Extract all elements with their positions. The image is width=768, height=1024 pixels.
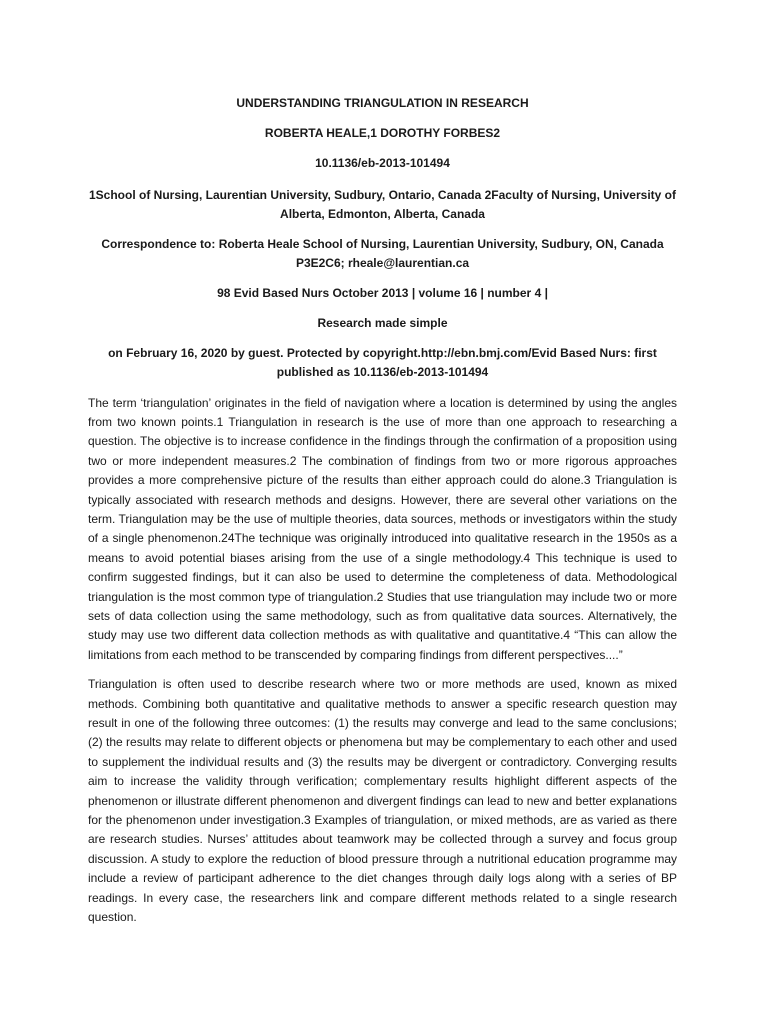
correspondence-line: Correspondence to: Roberta Heale School of Nursing, Laurentian University, Sudbury, ON, Canada P3E2C6; rheale@laurentian.ca [101, 236, 664, 270]
body-paragraph-2: Triangulation is often used to describe research where two or more methods are used, known as mixed methods. Combining both quantitative and qualitative methods to answer a specific research question may result in one of the following three outcomes: (1) the results may converge and lead to the same conclusions; (2) the results may relate to different objects or phenomena but may be complementary to each other and used to supplement the individual results and (3) the results may be divergent or contradictory. Converging results aim to increase the validity through verification; complementary results highlight different aspects of the phenomenon or illustrate different phenomenon and divergent findings can lead to new and better explanations for the phenomenon under investigation.3 Examples of triangulation, or mixed methods, are as varied as there are research studies. Nurses’ attitudes about teamwork may be collected through a survey and focus group discussion. A study to explore the reduction of blood pressure through a nutritional education programme may include a review of participant adherence to the diet changes through daily logs along with a series of BP readings. In every case, the researchers link and compare different methods related to a single research question. [88, 677, 677, 925]
article-authors: ROBERTA HEALE,1 DOROTHY FORBES2 [264, 125, 501, 140]
article-doi: 10.1136/eb-2013-101494 [315, 156, 450, 170]
journal-citation: 98 Evid Based Nurs October 2013 | volume 16 | number 4 | [217, 285, 548, 300]
body-paragraph-1: The term ‘triangulation’ originates in the field of navigation where a location is determined by using the angles from two known points.1 Triangulation in research is the use of more than one approach to researching a question. The objective is to increase confidence in the findings through the confirmation of a proposition using two or more independent measures.2 The combination of findings from two or more rigorous approaches provides a more comprehensive picture of the results than either approach could do alone.3 Triangulation is typically associated with research methods and designs. However, there are several other variations on the term. Triangulation may be the use of multiple theories, data sources, methods or investigators within the study of a single phenomenon.24The technique was originally introduced into qualitative research in the 1950s as a means to avoid potential biases arising from the use of a single methodology.4 This technique is used to confirm suggested findings, but it can also be used to determine the completeness of data. Methodological triangulation is the most common type of triangulation.2 Studies that use triangulation may include two or more sets of data collection using the same methodology, such as from qualitative data sources. Alternatively, the study may use two different data collection methods as with qualitative and quantitative.4 “This can allow the limitations from each method to be transcended by comparing findings from different perspectives....” [88, 395, 677, 662]
document-page [88, 94, 677, 927]
article-title: UNDERSTANDING TRIANGULATION IN RESEARCH [236, 96, 529, 110]
author-affiliations: 1School of Nursing, Laurentian University, Sudbury, Ontario, Canada 2Faculty of Nursing, University of Alberta, Edmonton, Alberta, Canada [89, 187, 676, 221]
copyright-notice: on February 16, 2020 by guest. Protected by copyright.http://ebn.bmj.com/Evid Based Nurs: first published as 10.1136/eb-2013-101494 [108, 345, 657, 379]
section-heading: Research made simple [317, 316, 448, 330]
